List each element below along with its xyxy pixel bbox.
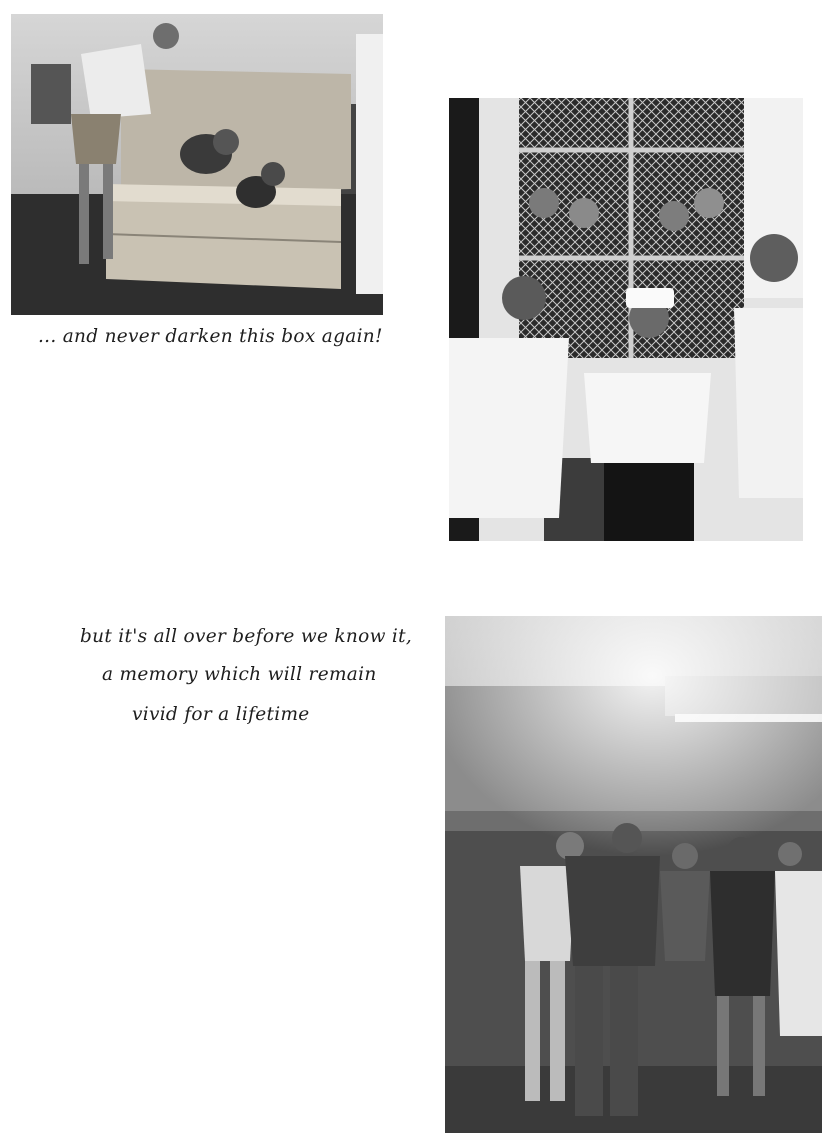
caption-line-2: a memory which will remain <box>102 664 377 685</box>
photo-hose-spray <box>445 616 822 1133</box>
caption-line-3: vivid for a lifetime <box>132 704 310 725</box>
caption-line-1: but it's all over before we know it, <box>80 626 413 647</box>
photo-wooden-box <box>11 14 383 315</box>
caption-box-photo: ... and never darken this box again! <box>38 326 383 347</box>
photo-mesh-window <box>449 98 803 541</box>
